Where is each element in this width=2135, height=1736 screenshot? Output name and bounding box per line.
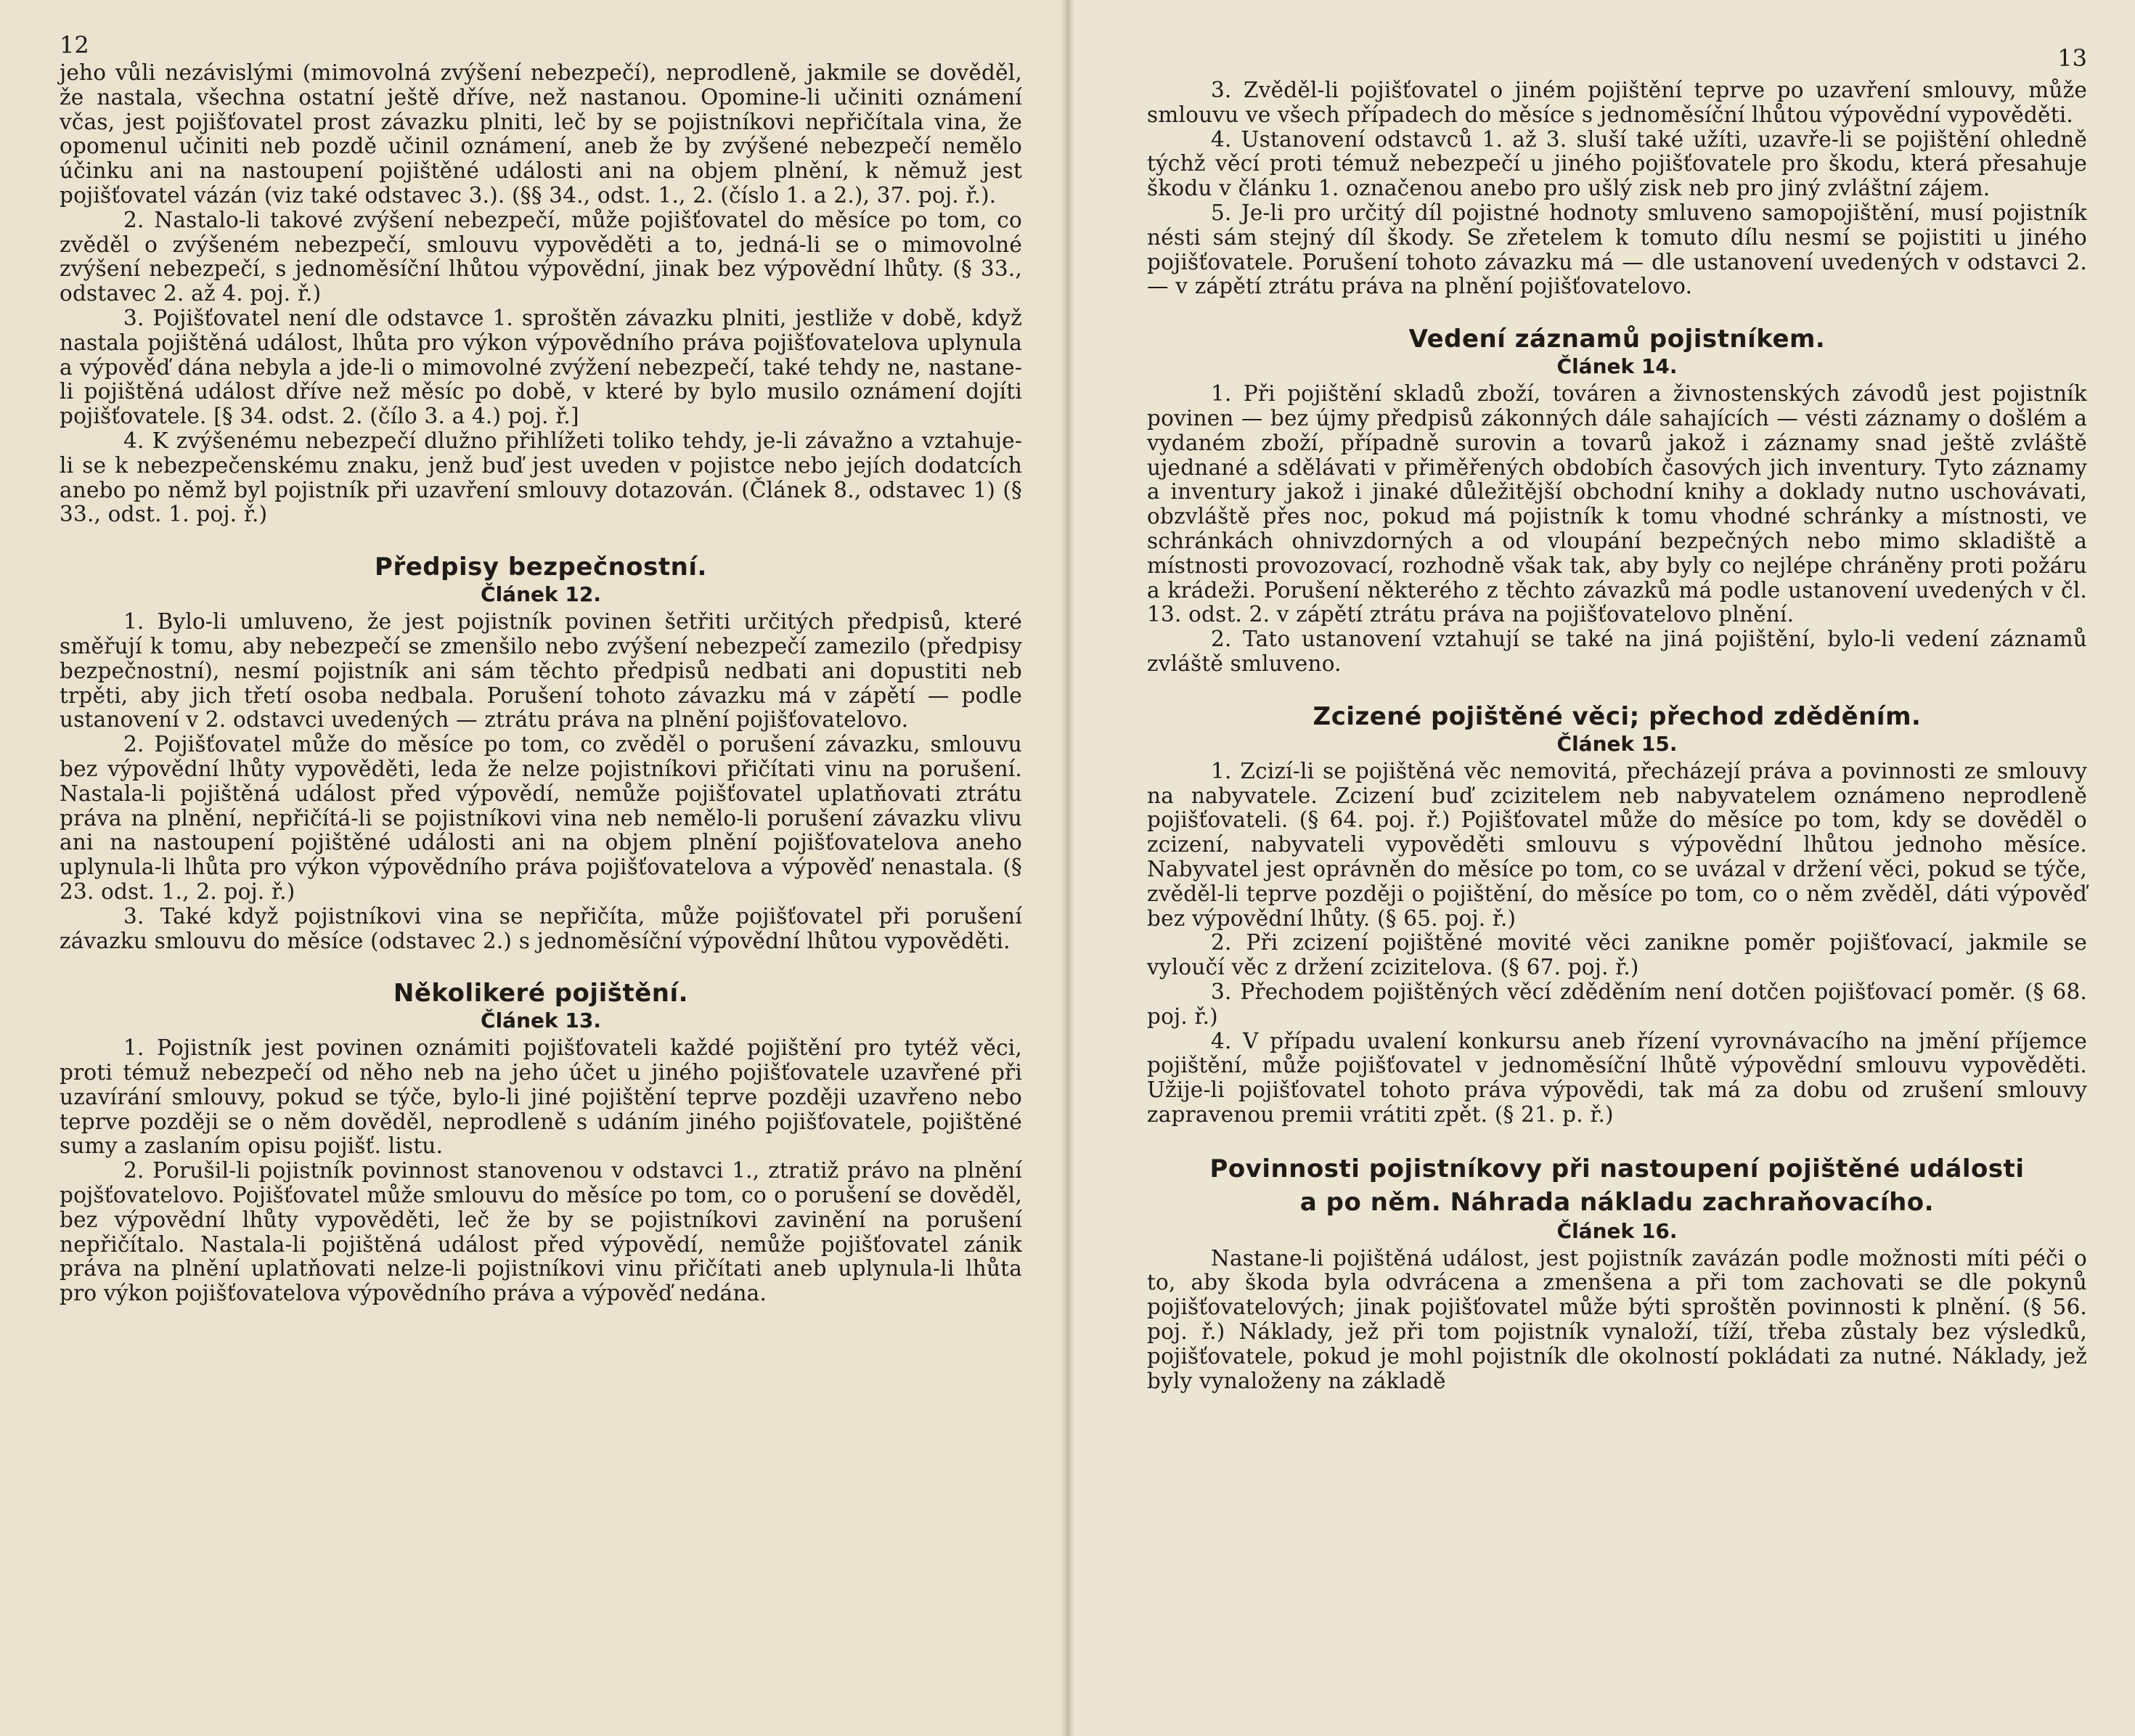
paragraph: 1. Zcizí-li se pojištěná věc nemovitá, přecházejí práva a povinnosti ze smlouvy na nabyvatele. Zcizení buď zcizitelem neb nabyvatelem oznámeno neprodleně pojišťovateli. (§ 64. poj. ř.) Pojišťovatel může do měsíce po tom, kdy se dověděl o zcizení, nabyvateli vypověděti smlouvu s výpovědní lhůtou jednoho měsíce. Nabyvatel jest oprávněn do měsíce po tom, co se uvázal v držení věci, pokud se týče, zvěděl-li teprve později o pojištění, do měsíce po tom, co o něm zvěděl, dáti výpověď bez výpovědní lhůty. (§ 65. poj. ř.) [1147,758,2087,931]
paragraph: 2. Nastalo-li takové zvýšení nebezpečí, může pojišťovatel do měsíce po tom, co zvěděl o zvýšeném nebezpečí, smlouvu vypověděti a to, jedná-li se o mimovolné zvýšení nebezpečí, s jednoměsíční lhůtou výpovědní, jinak bez výpovědní lhůty. (§ 33., odstavec 2. až 4. poj. ř.) [60,207,1022,306]
paragraph: 1. Pojistník jest povinen oznámiti pojišťovateli každé pojištění pro tytéž věci, proti témuž nebezpečí od něho neb na jeho účet u jiného pojišťovatele uzavřené při uzavírání smlouvy, pokud se týče, bylo-li jiné pojištění teprve později uzavřeno nebo teprve později se o něm dověděl, neprodleně s udáním jiného pojišťovatele, pojištěné sumy a zaslaním opisu pojišť. listu. [60,1035,1022,1159]
article-label: Článek 14. [1556,354,1678,379]
left-page [0,0,1067,1736]
article-label: Článek 13. [481,1008,601,1033]
paragraph: 2. Pojišťovatel může do měsíce po tom, co zvěděl o porušení závazku, smlouvu bez výpovědní lhůty vypověděti, leda že nelze pojistníkovi přičítati vinu na porušení. Nastala-li pojištěná událost před výpovědí, nemůže pojišťovatel uplatňovati ztrátu práva na plnění, nepřičítá-li se pojistníkovi vina neb nemělo-li porušení závazku vlivu ani na nastoupení pojištěné události ani na objem plnění pojišťovatelova aneho uplynula-li lhůta pro výkon výpovědního práva pojišťovatelova a výpověď nenastala. (§ 23. odst. 1., 2. poj. ř.) [60,732,1022,904]
paragraph: 1. Při pojištění skladů zboží, továren a živnostenských závodů jest pojistník povinen — bez újmy předpisů zákonných dále sahajících — vésti záznamy o došlém a vydaném zboží, případně surovin a tovarů jakož i záznamy snad ještě zvláště ujednané a sdělávati v přiměřených obdobích časových jich inventury. Tyto záznamy a inventury jakož i jinaké důležitější obchodní knihy a doklady nutno uschovávati, obzvláště přes noc, pokud má pojistník k tomu vhodné schránky a místnosti, ve schránkách ohnivzdorných a od vloupání bezpečných nebo mimo skladiště a místnosti provozovací, rozhodně však tak, aby byly co nejlépe chráněny proti požáru a krádeži. Porušení některého z těchto závazků má podle ustanovení uvedených v čl. 13. odst. 2. v zápětí ztrátu práva na pojišťovatelovo plnění. [1147,381,2087,627]
paragraph: 3. Také když pojistníkovi vina se nepřičíta, může pojišťovatel při porušení závazku smlouvu do měsíce (odstavec 2.) s jednoměsíční výpovědní lhůtou vypověděti. [60,903,1022,953]
section-heading: Předpisy bezpečnostní. [375,553,707,582]
section-heading-line: Povinnosti pojistníkovy při nastoupení pojištěné události [1209,1154,2025,1183]
section-heading: Několikeré pojištění. [393,979,689,1008]
paragraph: 2. Tato ustanovení vztahují se také na jiná pojištění, bylo-li vedení záznamů zvláště smluveno. [1147,627,2087,676]
article-label: Článek 16. [1556,1218,1678,1243]
paragraph: 2. Porušil-li pojistník povinnost stanovenou v odstavci 1., ztratiž právo na plnění pojšťovatelovo. Pojišťovatel může smlouvu do měsíce po tom, co o porušení se dověděl, bez výpovědní lhůty vypověděti, leč že by se pojistníkovi zavinění na porušení nepřičítalo. Nastala-li pojištěná událost před výpovědí, nemůže pojišťovatel zánik práva na plnění uplatňovati nelze-li pojistníkovi vinu přičítati aneb uplynula-li lhůta pro výkon pojišťovatelova výpovědního práva a výpověď nedána. [60,1158,1022,1306]
paragraph: 4. V případu uvalení konkursu aneb řízení vyrovnávacího na jmění příjemce pojištění, může pojišťovatel v jednoměsíční lhůtě výpovědní smlouvu vypověděti. Užije-li pojišťovatel tohoto práva výpovědi, tak má za dobu od zrušení smlouvy zapravenou premii vrátiti zpět. (§ 21. p. ř.) [1147,1028,2087,1127]
paragraph: 3. Přechodem pojištěných věcí zděděním není dotčen pojišťovací poměr. (§ 68. poj. ř.) [1147,979,2087,1029]
article-label: Článek 12. [481,582,601,607]
section-heading: Zcizené pojištěné věci; přechod zděděním. [1313,701,1922,731]
section-heading: Vedení záznamů pojistníkem. [1408,325,1826,354]
page-number: 12 [60,31,89,59]
paragraph: 5. Je-li pro určitý díl pojistné hodnoty smluveno samopojištění, musí pojistník nésti sám stejný díl škody. Se zřetelem k tomuto dílu nesmí se pojistiti u jiného pojišťovatele. Porušení tohoto závazku má — dle ustanovení uvedených v odstavci 2. — v zápětí ztrátu práva na plnění pojišťovatelovo. [1147,200,2087,299]
right-page [1067,0,2135,1736]
paragraph: 4. K zvýšenému nebezpečí dlužno přihlížeti toliko tehdy, je-li závažno a vztahuje-li se k nebezpečenskému znaku, jenž buď jest uveden v pojistce nebo jejích dodatcích anebo po němž byl pojistník při uzavření smlouvy dotazován. (Článek 8., odstavec 1) (§ 33., odst. 1. poj. ř.) [60,428,1022,527]
book-gutter-shadow [1061,0,1074,1736]
section-heading [1147,1152,2087,1219]
paragraph: Nastane-li pojištěná událost, jest pojistník zavázán podle možnosti míti péči o to, aby škoda byla odvrácena a zmenšena a při tom zachovati se dle pokynů pojišťovatelových; jinak pojišťovatel může býti sproštěn povinnosti k plnění. (§ 56. poj. ř.) Náklady, jež při tom pojistník vynaloží, tíží, třeba zůstaly bez výsledků, pojišťovatele, pokud je mohl pojistník dle okolností pokládati za nutné. Náklady, jež byly vynaloženy na základě [1147,1245,2087,1393]
paragraph: 4. Ustanovení odstavců 1. až 3. sluší také užíti, uzavře-li se pojištění ohledně týchž věcí proti témuž nebezpečí u jiného pojišťovatele pro škodu, která přesahuje škodu v článku 1. označenou anebo pro ušlý zisk neb pro jiný zvláštní zájem. [1147,126,2087,201]
article-label: Článek 15. [1556,731,1678,756]
paragraph: 3. Zvěděl-li pojišťovatel o jiném pojištění teprve po uzavření smlouvy, může smlouvu ve všech případech do měsíce s jednoměsíční lhůtou výpovědní vypověděti. [1147,78,2087,127]
paragraph: 3. Pojišťovatel není dle odstavce 1. sproštěn závazku plniti, jestliže v době, když nastala pojištěná událost, lhůta pro výkon výpovědního práva pojišťovatelova uplynula a výpověď dána nebyla a jde-li o mimovolné zvýžení nebezpečí, také tehdy ne, nastane-li pojištěná událost dříve než měsíc po době, v které by bylo musilo oznámení dojíti pojišťovatele. [§ 34. odst. 2. (čílo 3. a 4.) poj. ř.] [60,305,1022,429]
paragraph: 1. Bylo-li umluveno, že jest pojistník povinen šetřiti určitých předpisů, které směřují k tomu, aby nebezpečí se zmenšilo nebo zvýšení nebezpečí zamezilo (předpisy bezpečnostní), nesmí pojistník ani sám těchto předpisů nedbati ani dopustiti neb trpěti, aby jich třetí osoba nedbala. Porušení tohoto závazku má v zápětí — podle ustanovení v 2. odstavci uvedených — ztrátu práva na plnění pojišťovatelovo. [60,609,1022,733]
section-heading-line: a po něm. Náhrada nákladu zachraňovacího. [1299,1187,1935,1217]
paragraph: 2. Při zcizení pojištěné movité věci zanikne poměr pojišťovací, jakmile se vyloučí věc z držení zcizitelova. (§ 67. poj. ř.) [1147,930,2087,980]
paragraph: jeho vůli nezávislými (mimovolná zvýšení nebezpečí), neprodleně, jakmile se dověděl, že nastala, všechna ostatní ještě dříve, než nastanou. Opomine-li učiniti oznámení včas, jest pojišťovatel prost závazku plniti, leč by se pojistníkovi nepřičítala vina, že opomenul učiniti neb pozdě učinil oznámení, aneb že by zvýšené nebezpečí nemělo účinku ani na nastoupení pojištěné události ani na objem plnění, k němuž jest pojišťovatel vázán (viz také odstavec 3.). (§§ 34., odst. 1., 2. (číslo 1. a 2.), 37. poj. ř.). [60,60,1022,208]
page-number: 13 [2057,44,2087,72]
